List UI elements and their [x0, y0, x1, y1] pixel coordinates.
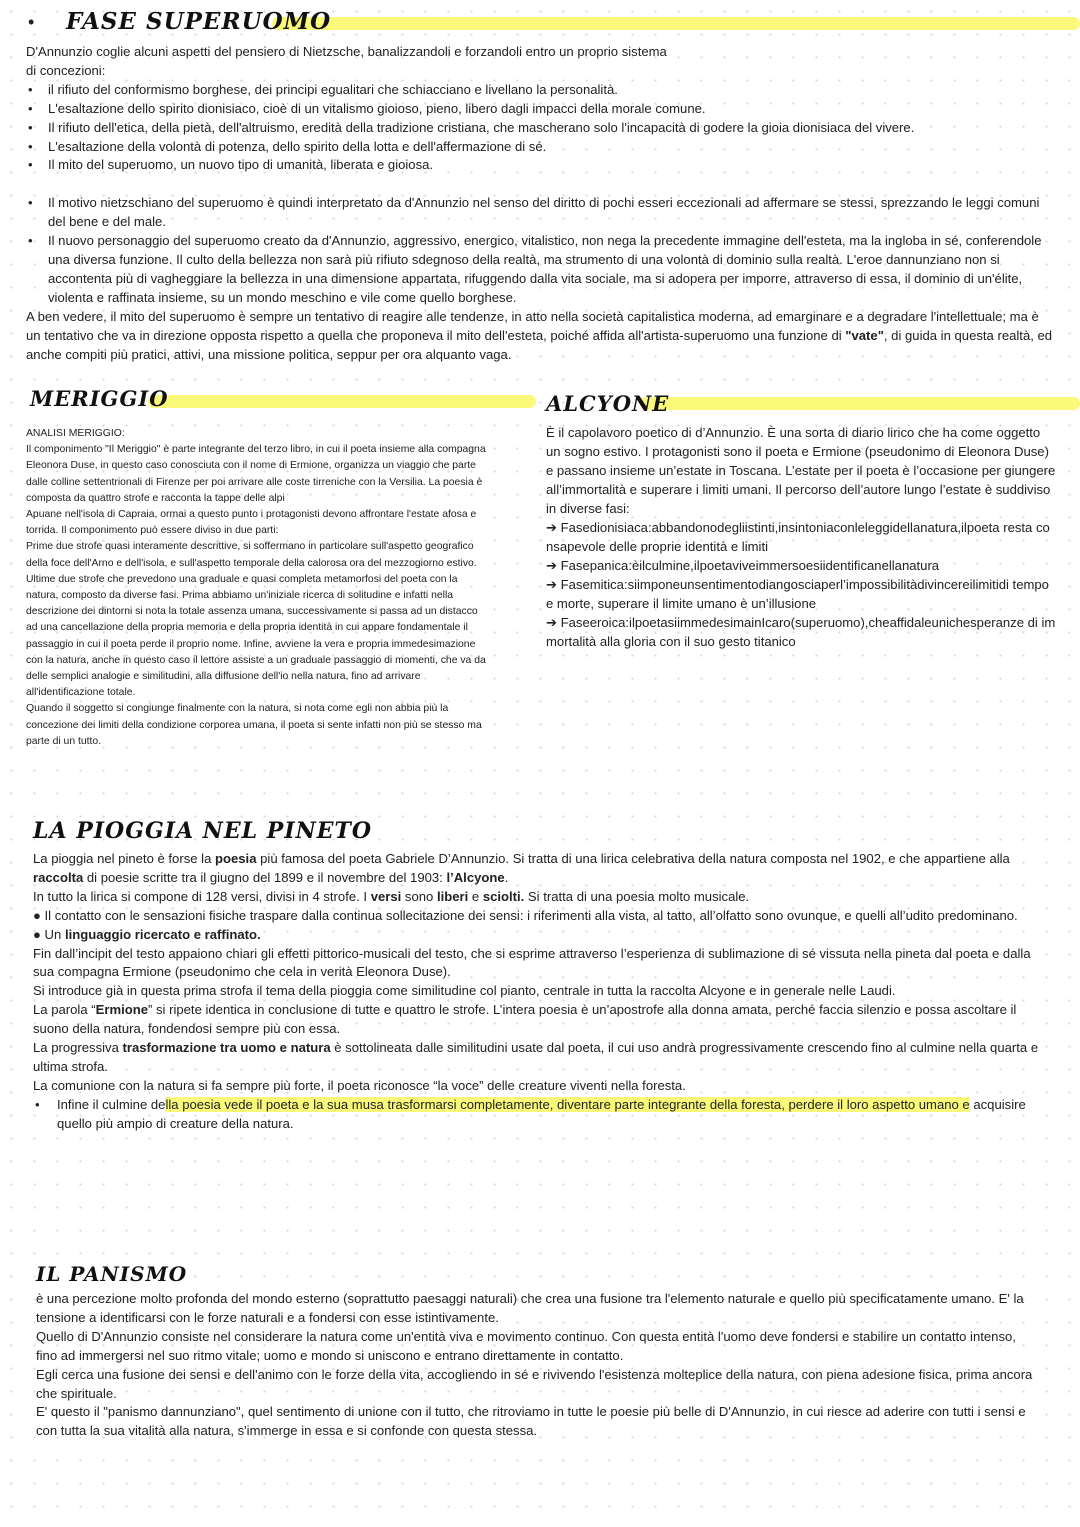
- text: e: [468, 888, 483, 904]
- paragraph: Fin dall’incipit del testo appaiono chiari gli effetti pittorico-musicali del testo, che si esprime attraverso l’esperienza di sublimazione di sé vissuta nella pineta dal poeta e dalla sua compagna Ermione (pseudonimo che cela in verità Eleonora Duse).: [33, 945, 1031, 980]
- phase-text: Fasemitica:siimponeunsentimentodiangosciaperl’impossibilitàdivincereilimitidi tempo e morte, superare il limite umano è un’illusione: [546, 577, 1049, 611]
- section-title-pioggia: LA PIOGGIA NEL PINETO: [33, 818, 373, 844]
- section-title-panismo: IL PANISMO: [36, 1262, 188, 1286]
- arrow-icon: ➔: [546, 615, 557, 630]
- highlighted-text: lla poesia vede il poeta e la sua musa trasformarsi completamente, diventare parte integrante della foresta, perdere il loro aspetto umano e: [165, 1096, 970, 1112]
- text: è sottolineata dalle similitudini usate dal poeta, il cui uso andrà progressivamente crescendo fino al culmine nella quarta e ultima strofa.: [33, 1040, 1039, 1074]
- section-title-meriggio: MERIGGIO: [30, 386, 169, 411]
- arrow-icon: ➔: [546, 520, 557, 535]
- section-title-superuomo: FASE SUPERUOMO: [66, 8, 332, 35]
- paragraph: E' questo il "panismo dannunziano", quel sentimento di unione con il tutto, che ritroviamo in tutte le poesie più belle di D'Annunzio, in cui riesce ad aderire con tutti i sensi e con tutta la sua vitalità alla natura, s'immerge in essa e si confonde con questa stessa.: [36, 1404, 1026, 1439]
- title-bullet: •: [28, 12, 35, 32]
- list-item: • Il mito del superuomo, un nuovo tipo di umanità, liberata e gioiosa.: [26, 156, 1056, 175]
- list-item: • Il nuovo personaggio del superuomo creato da d'Annunzio, aggressivo, energico, vitalistico, non nega la precedente immagine dell'esteta, ma la ingloba in sé, conferendole una diversa funzione. Il culto della bellezza non sarà più rifiuto sdegnoso della realtà, ma strumento di una volontà di dominio sulla realtà. L'eroe dannunziano non si accontenta più di vagheggiare la bellezza in una dimensione appartata, rifuggendo dalla vita sociale, ma si adopera per imporre, attraverso di essa, il dominio di un'élite, violenta e raffinata insieme, su un mondo meschino e vile come quello borghese.: [26, 232, 1056, 308]
- text: più famosa del poeta Gabriele D’Annunzio. Si tratta di una lirica celebrativa della natura composta nel 1902, e che appartiene alla: [256, 851, 1010, 866]
- list-item: [546, 556, 1056, 575]
- phase-text: Faseeroica:ilpoetasiimmedesimainIcaro(superuomo),cheaffidaleunichesperanze di immortalità alla gloria con il suo gesto titanico: [546, 615, 1056, 649]
- section-title-alcyone: ALCYONE: [546, 391, 670, 416]
- list-item: • il rifiuto del conformismo borghese, dei principi egualitari che schiacciano e livellano la personalità.: [26, 81, 1056, 100]
- text: La parola “: [33, 1002, 96, 1018]
- text: acquisire quello più ampio di creature della natura.: [57, 1096, 1026, 1131]
- meriggio-heading: ANALISI MERIGGIO:: [26, 428, 125, 439]
- superuomo-closing: [26, 308, 1056, 365]
- closing-bold: "vate": [845, 327, 884, 343]
- paragraph: Il componimento "Il Meriggio" è parte integrante del terzo libro, in cui il poeta insieme alla compagna Eleonora Duse, in questo caso conosciuta con il nome di Ermione, organizza un viaggio che parte dalle colline settentrionali di Firenze per poi arrivare alle coste tirreniche con la Versilia. La poesia è composta da quattro strofe e racconta la tappe delle alpi: [26, 444, 486, 504]
- title-highlight-bar: [272, 17, 1080, 30]
- paragraph: Egli cerca una fusione dei sensi e dell'animo con le forze della vita, accogliendo in sé e rivivendo l'esistenza molteplice della natura, con piena adesione fisica, prima ancora che spirituale.: [36, 1366, 1033, 1401]
- list-item: [546, 613, 1056, 651]
- list-item: [33, 1096, 1053, 1134]
- section-panismo: [36, 1290, 1036, 1441]
- text: La pioggia nel pineto è forse la: [33, 851, 215, 866]
- list-item: [33, 926, 1053, 945]
- alcyone-intro: È il capolavoro poetico di d’Annunzio. È una sorta di diario lirico che ha come oggetto un sogno estivo. I protagonisti sono il poeta e Ermione (pseudonimo di Eleonora Duse) e passano insieme un’estate in Toscana. L’estate per il poeta è l’occasione per giungere all’immortalità e superare i limiti umani. Il percorso dell’autore lungo l’estate è suddiviso in diverse fasi:: [546, 425, 1056, 516]
- text: sono: [401, 888, 437, 904]
- superuomo-intro: D'Annunzio coglie alcuni aspetti del pensiero di Nietzsche, banalizzandoli e forzandoli entro un proprio sistema di concezioni:: [26, 44, 667, 78]
- paragraph: La comunione con la natura si fa sempre più forte, il poeta riconosce “la voce” delle creature viventi nella foresta.: [33, 1077, 686, 1093]
- arrow-icon: ➔: [546, 558, 557, 573]
- text: Si tratta di una poesia molto musicale.: [524, 888, 750, 904]
- bold-text: sciolti.: [482, 888, 525, 904]
- phase-text: Fasepanica:èilculmine,ilpoetaviveimmersoesiidentificanellanatura: [560, 558, 940, 573]
- section-alcyone: [546, 423, 1056, 651]
- paragraph: è una percezione molto profonda del mondo esterno (soprattutto paesaggi naturali) che crea una fusione tra l'elemento naturale e quello più specificatamente umano. E' la tensione a identificarsi con le forze naturali e a fondersi con esse istintivamente.: [36, 1291, 1024, 1325]
- text: In tutto la lirica si compone di 128 versi, divisi in 4 strofe. I: [33, 888, 371, 904]
- list-item: • L'esaltazione dello spirito dionisiaco, cioè di un vitalismo gioioso, pieno, libero dagli impacci della morale comune.: [26, 100, 1056, 119]
- list-item: • Il motivo nietzschiano del superuomo è quindi interpretato da d'Annunzio nel senso del diritto di pochi esseri eccezionali ad affermare se stessi, sprezzando le leggi comuni del bene e del male.: [26, 194, 1056, 232]
- arrow-icon: ➔: [546, 577, 557, 592]
- text: .: [504, 869, 509, 885]
- list-item: ● Il contatto con le sensazioni fisiche traspare dalla continua sollecitazione dei sensi: i riferimenti alla vista, al tatto, all’olfatto sono ovunque, e quelli all’udito predominano.: [33, 907, 1018, 923]
- text: di poesie scritte tra il giugno del 1899 e il novembre del 1903:: [83, 869, 447, 885]
- list-item: • Il rifiuto dell'etica, della pietà, dell'altruismo, eredità della tradizione cristiana, che mascherano solo l'incapacità di godere la gioia dionisiaca del vivere.: [26, 119, 1056, 138]
- paragraph: [33, 888, 1053, 907]
- section-superuomo: [26, 43, 1056, 365]
- list-item: • L'esaltazione della volontà di potenza, dello spirito della lotta e dell'affermazione di sé.: [26, 138, 1056, 157]
- bold-text: poesia: [215, 851, 257, 866]
- paragraph: Quello di D'Annunzio consiste nel considerare la natura come un'entità viva e movimento continuo. Con questa entità l'uomo deve fondersi e stabilire un contatto intenso, fino ad immergersi nel suo ritmo vitale; uomo e mondo si uniscono e entrano direttamente in contatto.: [36, 1328, 1016, 1363]
- closing-text-end: , di guida in questa realtà, ed anche compiti più pratici, attivi, una missione politica, seppur per ora alquanto vaga.: [26, 327, 1053, 362]
- paragraph: Si introduce già in questa prima strofa il tema della pioggia come similitudine col pianto, centrale in tutta la raccolta Alcyone e in generale nelle Laudi.: [33, 983, 896, 999]
- bold-text: trasformazione tra uomo e natura: [122, 1040, 331, 1056]
- bold-text: Ermione: [95, 1002, 148, 1018]
- closing-text: A ben vedere, il mito del superuomo è sempre un tentativo di reagire alle tendenze, in atto nella società capitalistica moderna, ad emarginare e a degradare l'intellettuale; ma è un tentativo che va in direzione opposta rispetto a quella che proponeva il mito dell'esteta, poiché affida all'artista-superuomo una funzione di: [26, 308, 1039, 343]
- phase-text: Fasedionisiaca:abbandonodegliistinti,insintoniaconleleggidellanatura,ilpoeta resta consapevole delle proprie identità e limiti: [546, 520, 1050, 554]
- section-meriggio: [26, 426, 486, 750]
- paragraph: [33, 1039, 1053, 1077]
- title-highlight-bar: [148, 395, 536, 408]
- text: Infine il culmine de: [57, 1096, 166, 1112]
- bold-text: versi: [370, 888, 402, 904]
- paragraph: Apuane nell'isola di Capraia, ormai a questo punto i protagonisti devono affrontare l'estate afosa e torrida. Il componimento può essere diviso in due parti:: [26, 509, 477, 537]
- text: La progressiva: [33, 1040, 123, 1056]
- bold-text: liberi: [436, 888, 469, 904]
- list-item: [546, 575, 1056, 613]
- text: ● Un: [33, 926, 65, 942]
- bold-text: linguaggio ricercato e raffinato.: [64, 926, 261, 942]
- paragraph: Ultime due strofe che prevedono una graduale e quasi completa metamorfosi del poeta con la natura, composto da diverse fasi. Prima abbiamo un'iniziale ricerca di solitudine e infatti nella descrizione dei dintorni si nota la totale assenza umana, successivamente si passa ad un distacco ad una cancellazione della propria memoria e della propria identità in cui appare fondamentale il passaggio in cui il poeta perde il proprio nome. Infine, avviene la vera e propria immedesimazione con la natura, anche in questo caso il lettore assiste a un graduale passaggio di momenti, che va da delle semplici analogie e similitudini, alla diffusione dell'io nella natura, fino ad arrivare all'identificazione totale.: [26, 573, 486, 699]
- bold-text: l’Alcyone: [446, 869, 505, 885]
- paragraph: Prime due strofe quasi interamente descrittive, si soffermano in particolare sull'aspetto geografico della foce dell'Arno e dell'isola, e sull'aspetto temporale della calorosa ora del mezzogiorno estivo.: [26, 541, 477, 569]
- paragraph: [33, 1001, 1053, 1039]
- text: ” si ripete identica in conclusione di tutte e quattro le strofe. L’intera poesia è un’apostrofe alla donna amata, perché faccia silenzio e possa ascoltare il suono della natura, fondendosi sempre più con essa.: [33, 1002, 1017, 1037]
- section-pioggia: [33, 850, 1053, 1134]
- paragraph: Quando il soggetto si congiunge finalmente con la natura, si nota come egli non abbia più la concezione dei limiti della condizione corporea umana, il poeta si sente infatti non più se stesso ma parte di un tutto.: [26, 703, 482, 747]
- bold-text: raccolta: [33, 869, 84, 885]
- title-highlight-bar: [640, 397, 1080, 410]
- list-item: [546, 518, 1056, 556]
- paragraph: [33, 850, 1053, 888]
